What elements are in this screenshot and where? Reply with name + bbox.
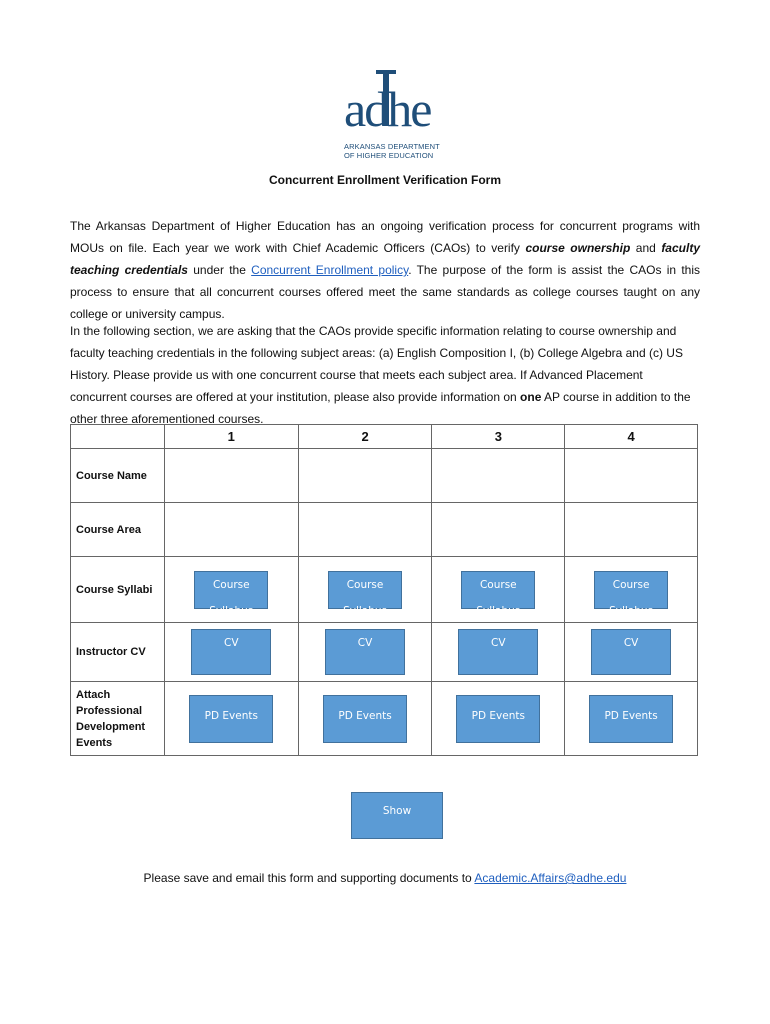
- course-syllabus-button-1[interactable]: Course Syllabus: [194, 571, 268, 609]
- course-area-field-4[interactable]: [565, 503, 698, 557]
- row-label-course-syllabi: Course Syllabi: [71, 557, 165, 623]
- course-name-field-4[interactable]: [565, 449, 698, 503]
- instructions-text-1: In the following section, we are asking that the CAOs provide specific information relating to course ownership and faculty teaching credentials in the following subject areas: (a) English Composition I, (b) College Algebra and (c) US History. Please provide us with one concurrent course that meets each subject area. If Advanced Placement concurrent courses are offered at your institution, please also provide information on: [70, 324, 683, 404]
- header-blank: [71, 425, 165, 449]
- logo-subtitle-line2: OF HIGHER EDUCATION: [344, 151, 434, 160]
- instructions-paragraph: [70, 320, 700, 430]
- table-row: [71, 623, 698, 682]
- cv-button-4[interactable]: CV: [591, 629, 671, 675]
- course-table: [70, 424, 698, 756]
- course-area-field-1[interactable]: [164, 503, 298, 557]
- adhe-logo: [330, 66, 440, 166]
- intro-text-4: . The purpose of the form is assist the CAOs in this process to ensure that all concurrent courses offered meet the same standards as college courses taught on any college or university campus.: [70, 263, 701, 321]
- footer-note: [0, 871, 770, 885]
- course-syllabus-button-3[interactable]: Course Syllabus: [461, 571, 535, 609]
- row-label-instructor-cv: Instructor CV: [71, 623, 165, 682]
- cv-button-2[interactable]: CV: [325, 629, 405, 675]
- email-link[interactable]: Academic.Affairs@adhe.edu: [474, 871, 627, 885]
- logo-mark: adhe: [344, 81, 431, 137]
- logo-subtitle: [344, 142, 440, 160]
- instructions-bold: one: [520, 390, 542, 404]
- course-area-field-2[interactable]: [298, 503, 432, 557]
- row-label-course-name: Course Name: [71, 449, 165, 503]
- course-name-field-1[interactable]: [164, 449, 298, 503]
- intro-text-1: The Arkansas Department of Higher Education has an ongoing verification process for concurrent programs with MOUs on file. Each year we work with Chief Academic Officers (CAOs) to verify: [70, 219, 700, 255]
- course-area-field-3[interactable]: [432, 503, 565, 557]
- course-syllabus-button-2[interactable]: Course Syllabus: [328, 571, 402, 609]
- logo-subtitle-line1: ARKANSAS DEPARTMENT: [344, 142, 440, 151]
- table-row: [71, 682, 698, 756]
- course-syllabus-button-4[interactable]: Course Syllabus: [594, 571, 668, 609]
- header-col-3: 3: [432, 425, 565, 449]
- intro-bold-2: faculty teaching credentials: [70, 241, 700, 277]
- table-row: [71, 503, 698, 557]
- header-col-1: 1: [164, 425, 298, 449]
- pd-events-button-2[interactable]: PD Events: [323, 695, 407, 743]
- header-row: [71, 425, 698, 449]
- course-name-field-2[interactable]: [298, 449, 432, 503]
- header-col-4: 4: [565, 425, 698, 449]
- intro-text-3: under the: [187, 263, 252, 277]
- pd-events-button-3[interactable]: PD Events: [456, 695, 540, 743]
- header-col-2: 2: [298, 425, 432, 449]
- cv-button-3[interactable]: CV: [458, 629, 538, 675]
- cv-button-1[interactable]: CV: [191, 629, 271, 675]
- table-row: [71, 449, 698, 503]
- row-label-course-area: Course Area: [71, 503, 165, 557]
- course-name-field-3[interactable]: [432, 449, 565, 503]
- instructions-text-2: AP course in addition to the other three aforementioned courses.: [70, 390, 691, 426]
- show-attachments-button[interactable]: Show Attachments: [351, 792, 443, 839]
- pd-events-button-4[interactable]: PD Events: [589, 695, 673, 743]
- policy-link[interactable]: Concurrent Enrollment policy: [251, 263, 409, 277]
- footer-text: Please save and email this form and supporting documents to: [143, 871, 475, 885]
- intro-bold-1: course ownership: [525, 241, 631, 255]
- intro-paragraph: [70, 215, 700, 325]
- pd-events-button-1[interactable]: PD Events: [189, 695, 273, 743]
- row-label-pd-events: Attach Professional Development Events: [71, 682, 165, 756]
- table-row: [71, 557, 698, 623]
- page-title: Concurrent Enrollment Verification Form: [268, 173, 502, 187]
- intro-text-2: and: [630, 241, 662, 255]
